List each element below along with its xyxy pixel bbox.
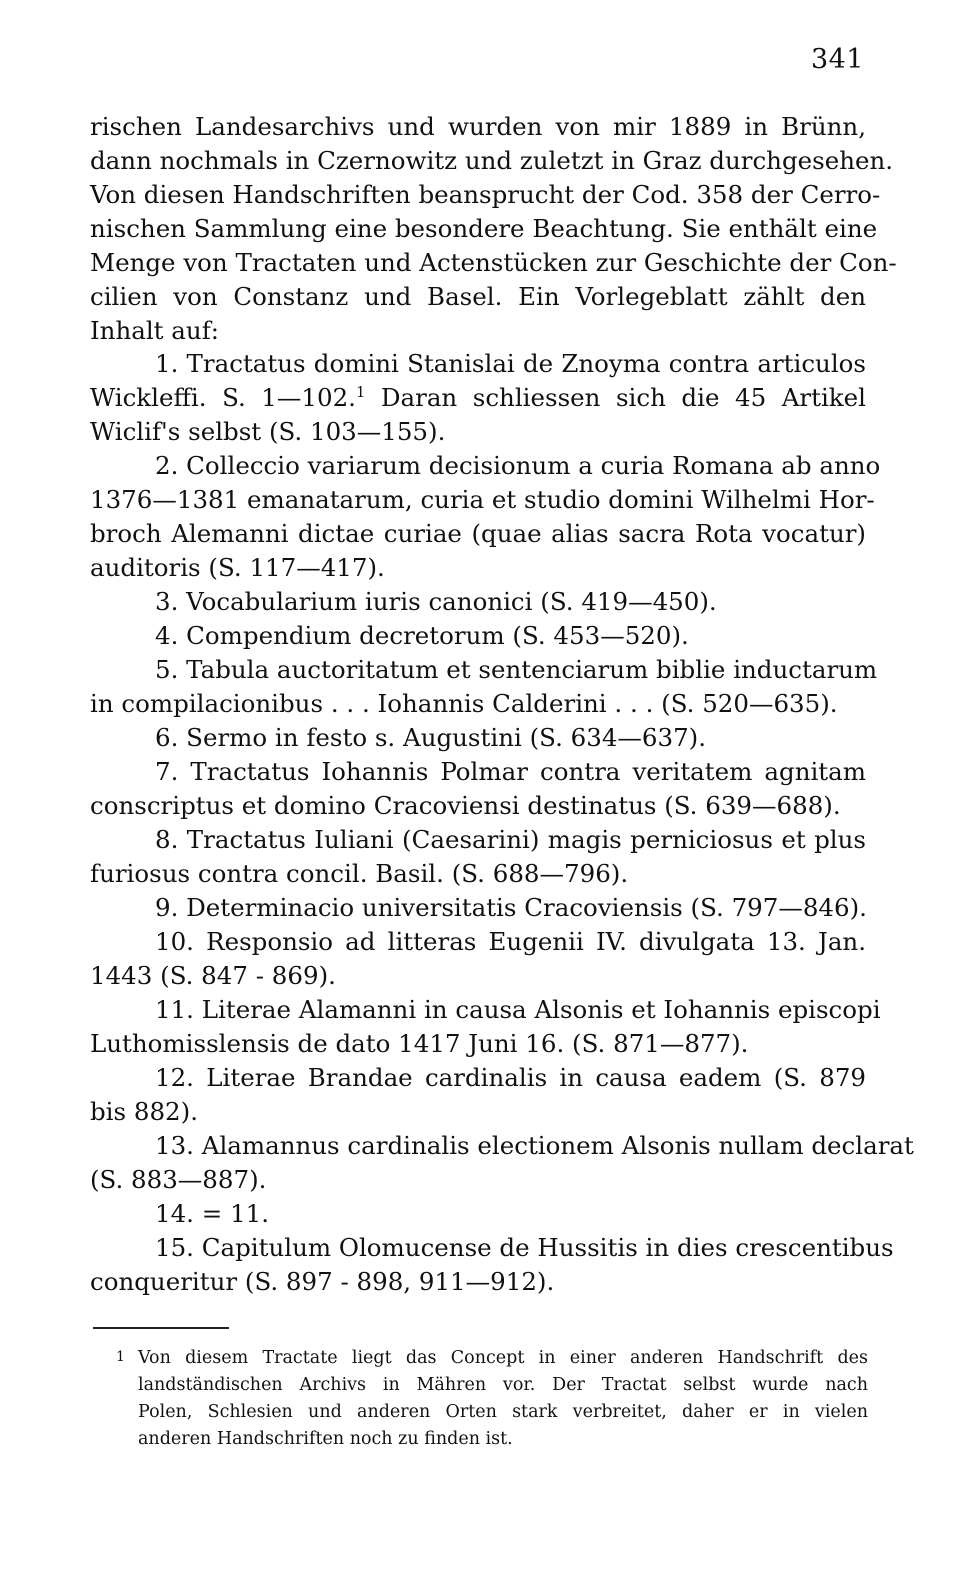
- list-item-line: 12. Literae Brandae cardinalis in causa eadem (S. 879: [155, 1063, 866, 1092]
- footnote-mark: 1: [116, 1349, 125, 1365]
- list-item-text: Wickleffi. S. 1—102.: [90, 383, 356, 412]
- list-item-line: 3. Vocabularium iuris canonici (S. 419—450).: [155, 587, 717, 616]
- list-item-line: 5. Tabula auctoritatum et sentenciarum biblie inductarum: [155, 655, 878, 684]
- body-line: dann nochmals in Czernowitz und zuletzt in Graz durchgesehen.: [90, 146, 894, 175]
- list-item-line: 2. Colleccio variarum decisionum a curia Romana ab anno: [155, 451, 881, 480]
- list-item-line: 8. Tractatus Iuliani (Caesarini) magis perniciosus et plus: [155, 825, 866, 854]
- list-item-line: 14. = 11.: [155, 1199, 270, 1228]
- list-item-line: 9. Determinacio universitatis Cracoviensis (S. 797—846).: [155, 893, 867, 922]
- list-item-line: 1443 (S. 847 - 869).: [90, 961, 336, 990]
- list-item-line: conscriptus et domino Cracoviensi destinatus (S. 639—688).: [90, 791, 841, 820]
- list-item-line: in compilacionibus . . . Iohannis Calderini . . . (S. 520—635).: [90, 689, 838, 718]
- list-item-line: Wiclif's selbst (S. 103—155).: [90, 417, 446, 446]
- footnote-divider: [93, 1327, 229, 1329]
- body-line: cilien von Constanz und Basel. Ein Vorlegeblatt zählt den: [90, 282, 866, 311]
- list-item-line: auditoris (S. 117—417).: [90, 553, 385, 582]
- list-item-line: Luthomisslensis de dato 1417 Juni 16. (S. 871—877).: [90, 1029, 749, 1058]
- list-item-line: 4. Compendium decretorum (S. 453—520).: [155, 621, 689, 650]
- list-item-line: conqueritur (S. 897 - 898, 911—912).: [90, 1267, 555, 1296]
- footnote-line: landständischen Archivs in Mähren vor. Der Tractat selbst wurde nach: [138, 1375, 868, 1395]
- list-item-line: 1. Tractatus domini Stanislai de Znoyma contra articulos: [155, 349, 866, 378]
- page-number: 341: [810, 44, 864, 75]
- footnote-line: Von diesem Tractate liegt das Concept in einer anderen Handschrift des: [138, 1348, 868, 1368]
- list-item-line: 6. Sermo in festo s. Augustini (S. 634—637).: [155, 723, 707, 752]
- footnote-line: Polen, Schlesien und anderen Orten stark verbreitet, daher er in vielen: [138, 1402, 868, 1422]
- body-line: Inhalt auf:: [90, 316, 220, 345]
- list-item-text: Daran schliessen sich die 45 Artikel: [365, 383, 866, 412]
- body-line: rischen Landesarchivs und wurden von mir 1889 in Brünn,: [90, 112, 866, 141]
- list-item-line: 7. Tractatus Iohannis Polmar contra veritatem agnitam: [155, 757, 866, 786]
- body-line: nischen Sammlung eine besondere Beachtung. Sie enthält eine: [90, 214, 878, 243]
- list-item-line: broch Alemanni dictae curiae (quae alias sacra Rota vocatur): [90, 519, 866, 548]
- body-line: Menge von Tractaten und Actenstücken zur Geschichte der Con-: [90, 248, 897, 277]
- list-item-line: bis 882).: [90, 1097, 198, 1126]
- list-item-line: 13. Alamannus cardinalis electionem Alsonis nullam declarat: [155, 1131, 914, 1160]
- list-item-line: 11. Literae Alamanni in causa Alsonis et Iohannis episcopi: [155, 995, 881, 1024]
- list-item-line: furiosus contra concil. Basil. (S. 688—796).: [90, 859, 629, 888]
- list-item-line: (S. 883—887).: [90, 1165, 267, 1194]
- list-item-line: 10. Responsio ad litteras Eugenii IV. divulgata 13. Jan.: [155, 927, 866, 956]
- body-line: Von diesen Handschriften beansprucht der Cod. 358 der Cerro-: [90, 180, 881, 209]
- list-item-line: 15. Capitulum Olomucense de Hussitis in dies crescentibus: [155, 1233, 894, 1262]
- list-item-line: [90, 381, 866, 415]
- footnote-line: anderen Handschriften noch zu finden ist.: [138, 1429, 513, 1449]
- footnote-reference: 1: [355, 383, 366, 401]
- list-item-line: 1376—1381 emanatarum, curia et studio domini Wilhelmi Hor-: [90, 485, 875, 514]
